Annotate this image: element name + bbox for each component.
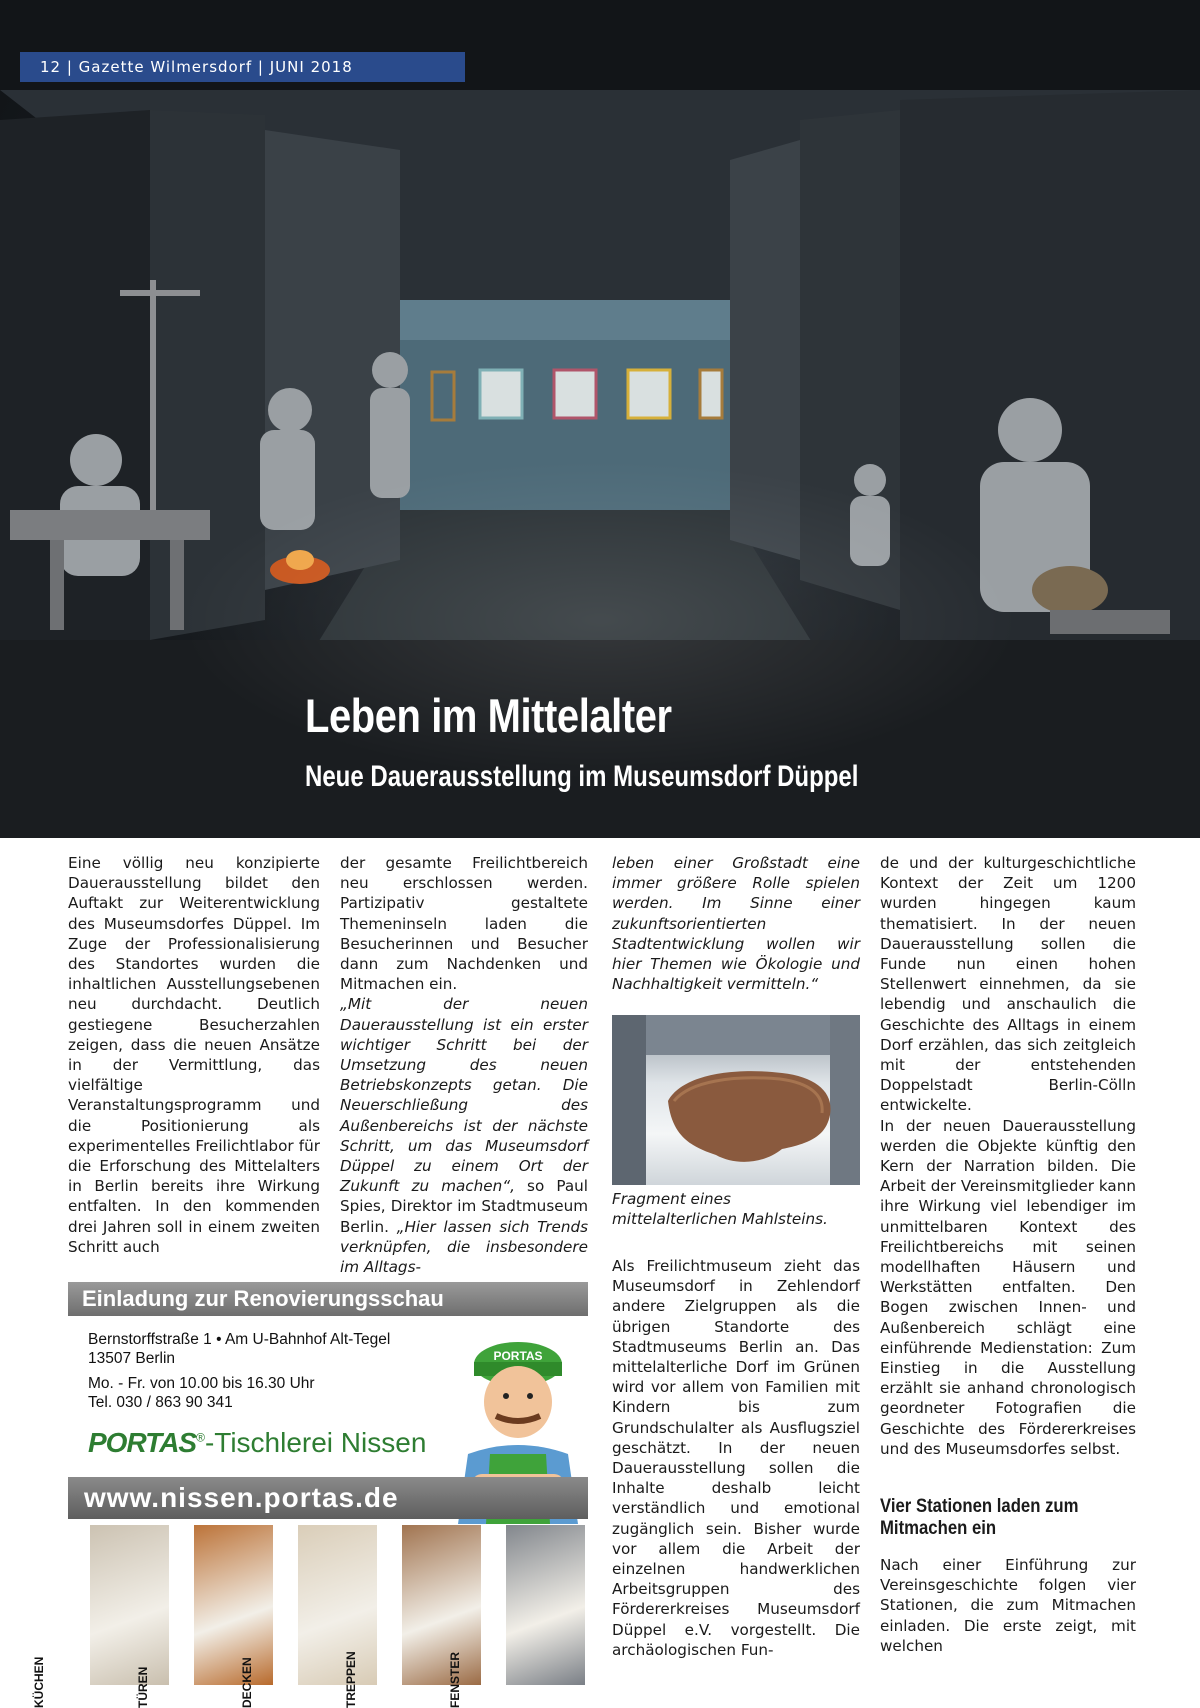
ad-thumb-label: FENSTER (448, 1651, 462, 1708)
ad-thumb-label: TREPPEN (344, 1651, 358, 1708)
quote-text-2: „Hier lassen sich Trends verknüpfen, die insbesondere im Alltags- (340, 1217, 588, 1277)
article-column-4-continued: Nach einer Einführung zur Vereinsgeschichte folgen vier Stationen, die zum Mitmachen einladen. Die erste zeigt, mit welchen (880, 1556, 1136, 1655)
quote-text: „Mit der neuen Dauerausstellung ist ein erster wichtiger Schritt bei der Umsetzung des neuen Betriebskonzepts getan. Die Neuerschließung des Außenbereichs ist der nächste Schritt, um das Museumsdorf Düppel zu einem Ort der Zukunft zu machen“, (340, 995, 588, 1196)
ad-address-line-1: Bernstorffstraße 1 • Am U-Bahnhof Alt-Tegel (88, 1331, 391, 1348)
hero-photo (0, 0, 1200, 838)
ad-thumb-label: TÜREN (136, 1666, 150, 1708)
article-subtitle: Neue Dauerausstellung im Museumsdorf Düppel (305, 760, 859, 793)
article-column-3-quote: leben einer Großstadt eine immer größere Rolle spielen werden. Im Sinne einer zukunftsorientierten Stadtentwicklung wollen wir hier Themen wie Ökologie und Nachhaltigkeit vermitteln.“ (612, 854, 860, 994)
column-2-quote-paragraph (340, 994, 588, 1277)
portas-logo: PORTAS (88, 1427, 197, 1458)
article-column-1: Eine völlig neu konzipierte Dauerausstellung bildet den Auftakt zur Weiterentwicklung des Museumsdorfes Düppel. Im Zuge der Professionalisierung des Standortes wurden die inhaltlichen Ausstellungsebenen neu durchdacht. Deutlich gestiegene Besucherzahlen zeigen, dass die neuen Ansätze in der Vermittlung, das vielfältige Veranstaltungsprogramm und die Positionierung als experimentelles Freilichtlabor für die Erforschung des Mittelalters in Berlin bereits ihre Wirkung entfalten. In den kommenden drei Jahren soll in einem zweiten Schritt auch (68, 854, 320, 1256)
ad-thumb-label-box (32, 1525, 90, 1708)
section-subheading: Vier Stationen laden zum Mitmachen ein (880, 1496, 1079, 1539)
photo-caption: Fragment eines mittelalterlichen Mahlsteins. (612, 1190, 828, 1229)
article-title: Leben im Mittelalter (305, 689, 672, 742)
ad-thumb-label-box (448, 1525, 506, 1708)
ad-brand-line (88, 1427, 426, 1459)
article-column-4 (880, 853, 1136, 1459)
quote-attribution: so Paul Spies, Direktor im Stadtmuseum Berlin. (340, 1177, 588, 1236)
ad-product-gallery (32, 1525, 588, 1708)
ad-thumb-label-box (240, 1525, 298, 1708)
ad-contact-info (88, 1330, 390, 1412)
ad-thumb-label-box (136, 1525, 194, 1708)
ad-address-line-2: 13507 Berlin (88, 1350, 176, 1367)
ad-phone: Tel. 030 / 863 90 341 (88, 1394, 233, 1411)
column-4-paragraph-2: In der neuen Dauerausstellung werden die Objekte künftig den Kern der Narration bilden. Die Arbeit der Vereinsmitglieder kann ihre Wirkung viel lebendiger im unmittelbaren Kontext des Freilichtbereichs mit seinen modellhaften Häusern und Werkstätten entfalten. Den Bogen zwischen Innen- und Außenbereich schlägt eine einführende Medienstation: Zum Einstieg in die Ausstellung erzählt sie anhand chronologisch geordneter Fotografien die Geschichte des Fördererkreises und des Museumsdorfes selbst. (880, 1116, 1136, 1458)
ad-thumb-label: DECKEN (240, 1657, 254, 1708)
mascot-cap-text: PORTAS (493, 1349, 543, 1363)
millstone-photo (612, 1015, 860, 1185)
ad-banner: Einladung zur Renovierungsschau (68, 1282, 588, 1316)
ad-thumb-3 (344, 1525, 484, 1708)
millstone-image (612, 1015, 860, 1185)
column-4-paragraph-1: de und der kulturgeschichtliche Kontext der Zeit um 1200 wurden hingegen kaum thematisiert. In der neuen Dauerausstellung sollen die Funde nun einen hohen Stellenwert einnehmen, da sie lebendig und anschaulich die Geschichte des Alltags in einem Dorf erzählen, das sich zeitgleich mit der entstehenden Doppelstadt Berlin-Cölln entwickelte. (880, 854, 1136, 1115)
page-header: 12 | Gazette Wilmersdorf | JUNI 2018 (20, 52, 465, 82)
registered-mark-icon: ® (196, 1430, 205, 1445)
column-2-paragraph: der gesamte Freilichtbereich neu erschlossen werden. Partizipativ gestaltete Themeninseln laden die Besucherinnen und Besucher dann zum Nachdenken und Mitmachen ein. (340, 854, 588, 994)
ad-thumb-1 (136, 1525, 276, 1708)
ad-hours: Mo. - Fr. von 10.00 bis 16.30 Uhr (88, 1375, 315, 1392)
article-column-3: Als Freilichtmuseum zieht das Museumsdorf in Zehlendorf andere Zielgruppen als die übrigen Standorte des Stadtmuseums Berlin an. Das mittelalterliche Dorf im Grünen wird vor allem von Familien mit Kindern bis zum Grundschulalter als Ausflugsziel geschätzt. In der neuen Dauerausstellung sollen die Inhalte deshalb leicht verständlich und emotional zugänglich sein. Bisher wurde vor allem die Arbeit der einzelnen handwerklichen Arbeitsgruppen des Fördererkreises Museumsdorf Düppel e.V. vorgestellt. Die archäologischen Fun- (612, 1257, 860, 1659)
ad-website-link[interactable]: www.nissen.portas.de (68, 1477, 588, 1519)
ad-brand-suffix: -Tischlerei Nissen (204, 1427, 427, 1458)
article-column-2 (340, 853, 588, 1277)
ad-thumb-label: KÜCHEN (32, 1656, 46, 1708)
advertisement (32, 1282, 588, 1708)
ad-thumb-2 (240, 1525, 380, 1708)
ad-thumb-label-box (344, 1525, 402, 1708)
ad-thumb-4 (448, 1525, 588, 1708)
